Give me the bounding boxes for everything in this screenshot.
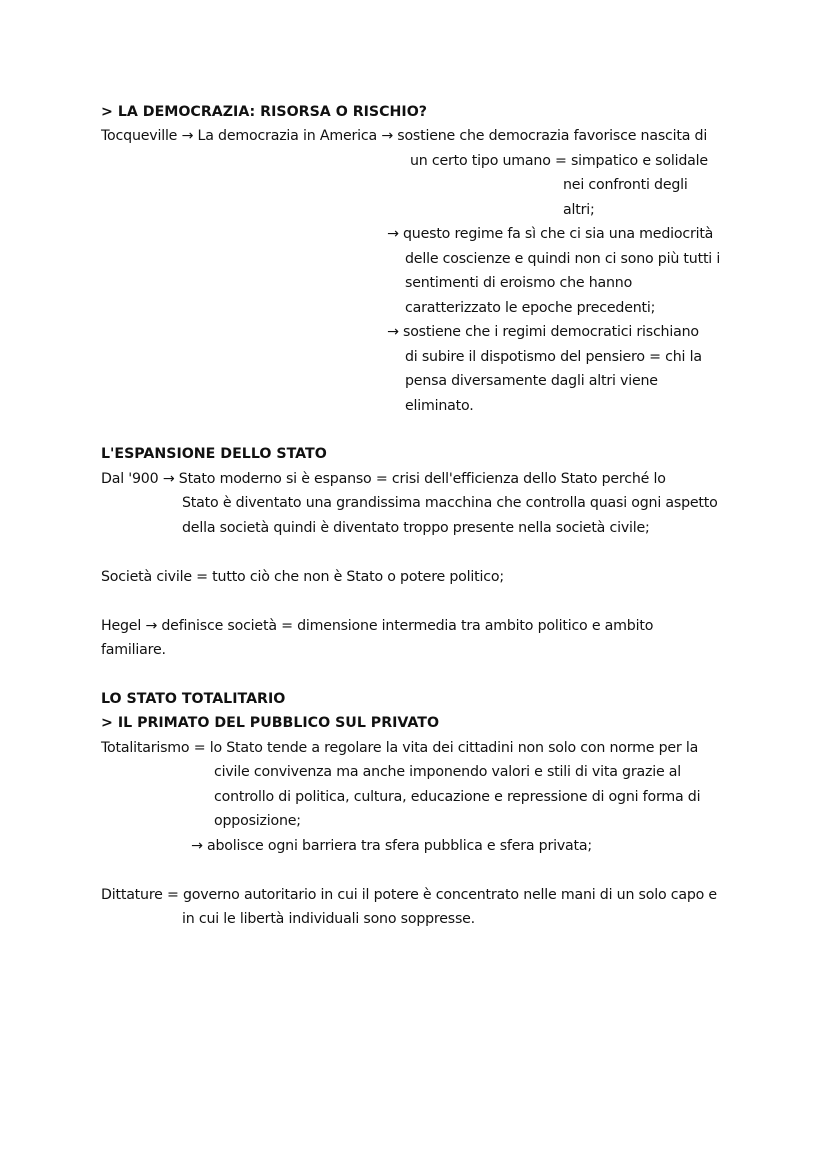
section-subheading-primato: > IL PRIMATO DEL PUBBLICO SUL PRIVATO <box>101 715 440 731</box>
text-line: Società civile = tutto ciò che non è Stato o potere politico; <box>101 569 504 585</box>
text-line: Totalitarismo = lo Stato tende a regolare la vita dei cittadini non solo con norme per la <box>101 740 699 756</box>
text-line: Dal '900 → Stato moderno si è espanso = crisi dell'efficienza dello Stato perché lo <box>101 471 666 487</box>
text-line: delle coscienze e quindi non ci sono più tutti i <box>405 251 721 267</box>
text-line: un certo tipo umano = simpatico e solidale <box>410 153 708 169</box>
section-heading-espansione: L'ESPANSIONE DELLO STATO <box>101 446 327 462</box>
text-line: controllo di politica, cultura, educazione e repressione di ogni forma di <box>214 789 701 805</box>
text-line: nei confronti degli <box>563 177 688 193</box>
text-line: → questo regime fa sì che ci sia una mediocrità <box>387 226 714 242</box>
text-line: Hegel → definisce società = dimensione intermedia tra ambito politico e ambito <box>101 618 654 634</box>
text-line: opposizione; <box>214 813 301 829</box>
text-line: sentimenti di eroismo che hanno <box>405 275 633 291</box>
text-line: Dittature = governo autoritario in cui il potere è concentrato nelle mani di un solo capo e <box>101 887 717 903</box>
section-heading-democrazia: > LA DEMOCRAZIA: RISORSA O RISCHIO? <box>101 104 427 120</box>
text-line: Tocqueville → La democrazia in America → sostiene che democrazia favorisce nascita di <box>101 128 708 144</box>
section-heading-totalitario: LO STATO TOTALITARIO <box>101 691 286 707</box>
text-line: Stato è diventato una grandissima macchina che controlla quasi ogni aspetto <box>182 495 718 511</box>
text-line: caratterizzato le epoche precedenti; <box>405 300 656 316</box>
text-line: civile convivenza ma anche imponendo valori e stili di vita grazie al <box>214 764 682 780</box>
text-line: → sostiene che i regimi democratici rischiano <box>387 324 699 340</box>
text-line: di subire il dispotismo del pensiero = chi la <box>405 349 702 365</box>
text-line: della società quindi è diventato troppo presente nella società civile; <box>182 520 650 536</box>
text-line: → abolisce ogni barriera tra sfera pubblica e sfera privata; <box>191 838 592 854</box>
text-line: familiare. <box>101 642 166 658</box>
text-line: eliminato. <box>405 398 474 414</box>
text-line: pensa diversamente dagli altri viene <box>405 373 658 389</box>
text-line: in cui le libertà individuali sono soppresse. <box>182 911 475 927</box>
text-line: altri; <box>563 202 595 218</box>
